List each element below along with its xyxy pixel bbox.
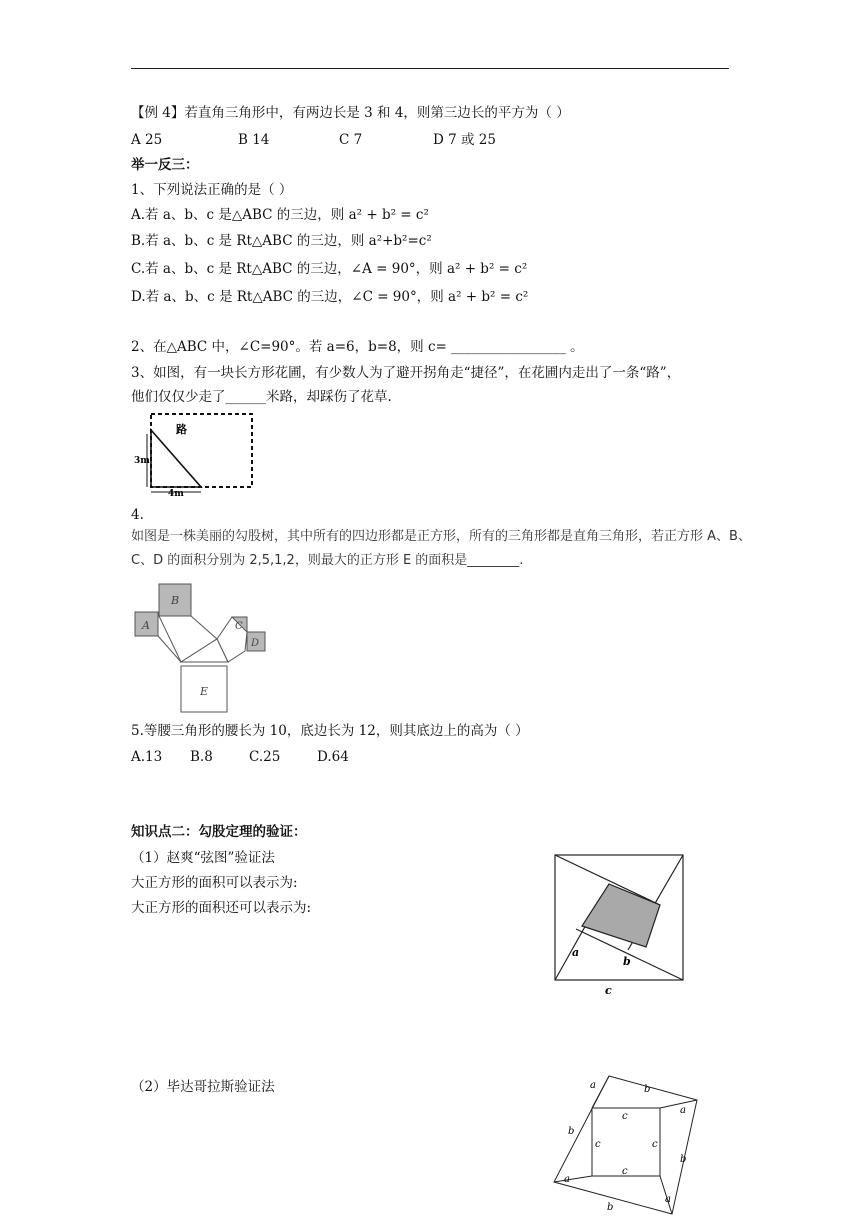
q1-option-d: D.若 a、b、c 是 Rt△ABC 的三边，∠C = 90°，则 a² + b² = c² <box>131 289 529 305</box>
label-b: B <box>171 594 180 607</box>
example4-options <box>131 131 591 149</box>
label-fig2-a4: a <box>564 1174 570 1185</box>
q3-garden-figure <box>132 410 257 500</box>
example4-option-d: D 7 或 25 <box>433 132 496 148</box>
header-rule <box>131 68 729 69</box>
q2-text: 2、在△ABC 中，∠C=90°。若 a=6，b=8，则 c= _________________ 。 <box>131 339 584 355</box>
label-fig2-a1: a <box>590 1080 596 1091</box>
q1-option-c: C.若 a、b、c 是 Rt△ABC 的三边，∠A = 90°，则 a² + b² = c² <box>131 261 528 277</box>
q1-option-b: B.若 a、b、c 是 Rt△ABC 的三边，则 a²+b²=c² <box>131 233 432 249</box>
label-a: A <box>142 619 150 632</box>
label-c: C <box>235 621 243 632</box>
area-expression-1: 大正方形的面积可以表示为: <box>131 875 298 891</box>
height-label: 3m <box>134 456 150 466</box>
label-fig2-c-top: c <box>622 1111 628 1122</box>
pythagoras-figure <box>552 1072 702 1216</box>
label-fig2-b4: b <box>568 1126 575 1137</box>
label-fig2-c-right: c <box>652 1139 658 1150</box>
example4-option-c: C 7 <box>339 132 363 148</box>
q4-line1: 如图是一株美丽的勾股树，其中所有的四边形都是正方形，所有的三角形都是直角三角形，若正方形 A、B、 <box>131 529 751 544</box>
area-expression-2: 大正方形的面积还可以表示为: <box>131 900 312 916</box>
q5-options <box>131 748 431 766</box>
q5-option-b: B.8 <box>190 749 213 765</box>
q5-option-a: A.13 <box>131 749 163 765</box>
example4-question: 【例 4】若直角三角形中，有两边长是 3 和 4，则第三边长的平方为（ ） <box>131 105 570 121</box>
label-fig2-b3: b <box>607 1202 614 1213</box>
q4-number: 4. <box>131 507 144 523</box>
section-heading: 举一反三： <box>131 157 199 173</box>
zhao-shuang-figure <box>552 852 688 997</box>
knowledge2-heading: 知识点二：勾股定理的验证： <box>131 824 307 840</box>
q1-stem: 1、下列说法正确的是（ ） <box>131 182 293 198</box>
road-label: 路 <box>176 423 187 436</box>
label-fig2-b2: b <box>680 1154 687 1165</box>
q4-line2: C、D 的面积分别为 2,5,1,2，则最大的正方形 E 的面积是________. <box>131 553 524 568</box>
label-d: D <box>251 638 260 649</box>
garden-outline <box>151 414 252 487</box>
q5-option-d: D.64 <box>317 749 349 765</box>
example4-option-a: A 25 <box>131 132 163 148</box>
example4-option-b: B 14 <box>238 132 270 148</box>
q1-option-a: A.若 a、b、c 是△ABC 的三边，则 a² + b² = c² <box>131 207 429 223</box>
label-b-fig1: b <box>623 955 631 968</box>
label-e: E <box>200 685 209 698</box>
q3-line2: 他们仅仅少走了______米路，却踩伤了花草. <box>131 389 392 405</box>
label-fig2-a2: a <box>680 1105 686 1116</box>
method2-title: （2）毕达哥拉斯验证法 <box>131 1079 275 1095</box>
label-a-fig1: a <box>572 946 580 959</box>
label-c-fig1: c <box>605 984 612 997</box>
pythagoras-tree-figure <box>133 582 273 714</box>
width-label: 4m <box>168 489 184 499</box>
q5-stem: 5.等腰三角形的腰长为 10，底边长为 12，则其底边上的高为（ ） <box>131 723 529 739</box>
label-fig2-c-bottom: c <box>622 1166 628 1177</box>
q3-line1: 3、如图，有一块长方形花圃，有少数人为了避开拐角走“捷径”，在花圃内走出了一条“路”， <box>131 365 681 381</box>
label-fig2-c-left: c <box>595 1139 601 1150</box>
road-triangle <box>151 430 201 487</box>
q5-option-c: C.25 <box>249 749 281 765</box>
label-fig2-a3: a <box>665 1194 671 1205</box>
label-fig2-b1: b <box>644 1084 651 1095</box>
method1-title: （1）赵爽“弦图”验证法 <box>131 850 275 866</box>
